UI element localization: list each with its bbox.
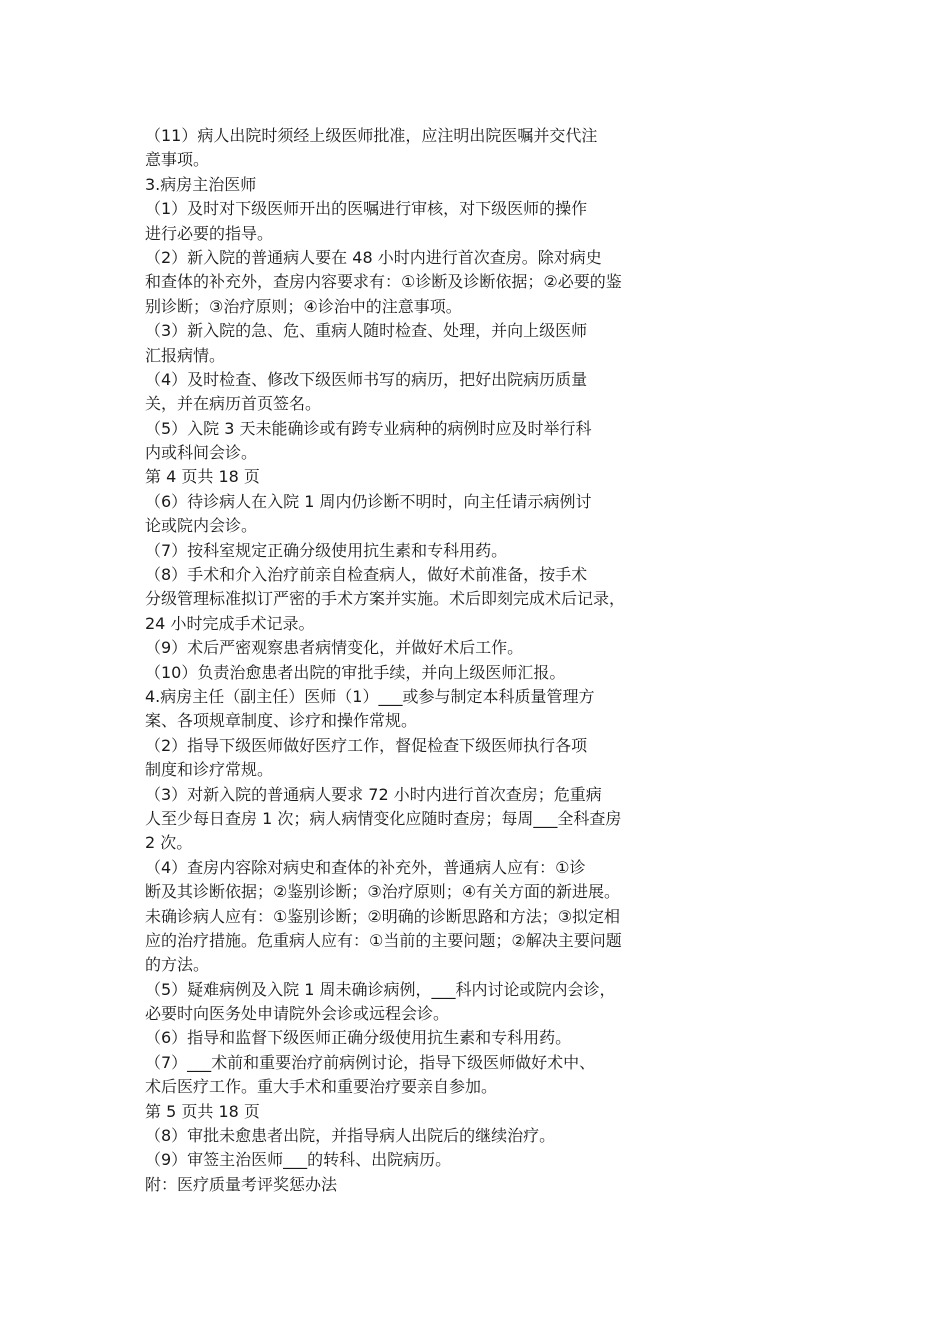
text-line: （11）病人出院时须经上级医师批准，应注明出院医嘱并交代注: [145, 126, 598, 145]
text-line: 论或院内会诊。: [145, 516, 258, 536]
text-line: （4）及时检查、修改下级医师书写的病历，把好出院病历质量: [145, 369, 588, 389]
text-line: 3.病房主治医师: [145, 174, 257, 194]
text-line: 必要时向医务处申请院外会诊或远程会诊。: [145, 1004, 450, 1024]
text-line: （7）___术前和重要治疗前病例讨论，指导下级医师做好术中、: [145, 1052, 596, 1072]
text-line: 进行必要的指导。: [145, 223, 274, 243]
text-line: 别诊断；③治疗原则；④诊治中的注意事项。: [145, 296, 462, 316]
text-line: 制度和诊疗常规。: [145, 760, 274, 780]
text-line: 人至少每日查房 1 次；病人病情变化应随时查房；每周___全科查房: [145, 808, 622, 828]
text-line: （1）及时对下级医师开出的医嘱进行审核，对下级医师的操作: [145, 199, 588, 219]
text-line: 未确诊病人应有：①鉴别诊断；②明确的诊断思路和方法；③拟定相: [145, 906, 621, 926]
text-line: （9）审签主治医师___的转科、出院病历。: [145, 1150, 452, 1170]
text-line: （5）入院 3 天未能确诊或有跨专业病种的病例时应及时举行科: [145, 418, 592, 438]
text-line: 应的治疗措施。危重病人应有：①当前的主要问题；②解决主要问题: [145, 930, 622, 950]
text-line: （3）新入院的急、危、重病人随时检查、处理，并向上级医师: [145, 321, 588, 341]
text-line: 术后医疗工作。重大手术和重要治疗要亲自参加。: [145, 1077, 498, 1097]
text-line: 案、各项规章制度、诊疗和操作常规。: [145, 711, 418, 731]
text-line: 分级管理标准拟订严密的手术方案并实施。术后即刻完成术后记录，: [145, 589, 626, 609]
text-line: （10）负责治愈患者出院的审批手续，并向上级医师汇报。: [145, 662, 566, 682]
text-line: 内或科间会诊。: [145, 443, 258, 463]
text-line: （3）对新入院的普通病人要求 72 小时内进行首次查房；危重病: [145, 784, 602, 804]
text-line: 断及其诊断依据；②鉴别诊断；③治疗原则；④有关方面的新进展。: [145, 882, 621, 902]
text-line: （5）疑难病例及入院 1 周未确诊病例，___科内讨论或院内会诊，: [145, 979, 616, 999]
text-line: （2）指导下级医师做好医疗工作，督促检查下级医师执行各项: [145, 735, 588, 755]
text-line: （4）查房内容除对病史和查体的补充外，普通病人应有：①诊: [145, 857, 586, 877]
text-line: （8）审批未愈患者出院，并指导病人出院后的继续治疗。: [145, 1126, 556, 1146]
text-line: 第 5 页共 18 页: [145, 1101, 260, 1121]
text-line: 和查体的补充外，查房内容要求有：①诊断及诊断依据；②必要的鉴: [145, 272, 622, 292]
text-line: （6）待诊病人在入院 1 周内仍诊断不明时，向主任请示病例讨: [145, 491, 592, 511]
text-line: 24 小时完成手术记录。: [145, 613, 315, 633]
text-line: 汇报病情。: [145, 345, 226, 365]
text-line: 意事项。: [145, 150, 210, 170]
text-line: 附：医疗质量考评奖惩办法: [145, 1174, 338, 1194]
text-line: 的方法。: [145, 955, 210, 975]
text-line: （7）按科室规定正确分级使用抗生素和专科用药。: [145, 540, 508, 560]
text-line: 2 次。: [145, 833, 193, 853]
text-line: 关，并在病历首页签名。: [145, 394, 322, 414]
text-line: （2）新入院的普通病人要在 48 小时内进行首次查房。除对病史: [145, 247, 602, 267]
document-body: [145, 124, 745, 1197]
text-line: 第 4 页共 18 页: [145, 467, 260, 487]
text-line: 4.病房主任（副主任）医师（1）___或参与制定本科质量管理方: [145, 686, 595, 706]
text-line: （6）指导和监督下级医师正确分级使用抗生素和专科用药。: [145, 1028, 572, 1048]
text-line: （9）术后严密观察患者病情变化，并做好术后工作。: [145, 638, 524, 658]
text-line: （8）手术和介入治疗前亲自检查病人，做好术前准备，按手术: [145, 565, 588, 585]
